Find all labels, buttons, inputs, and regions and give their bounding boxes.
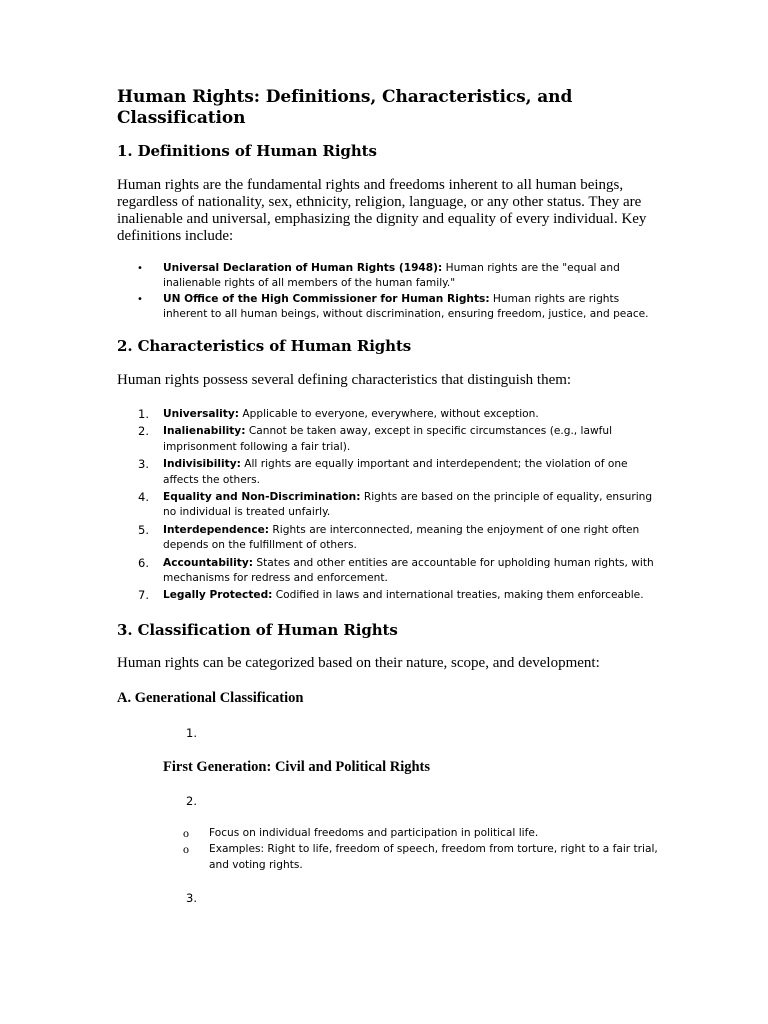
list-number: 5.	[138, 522, 149, 537]
list-item	[163, 842, 663, 873]
page-title: Human Rights: Definitions, Characteristics, and Classification	[117, 87, 573, 128]
definition-text: Human rights are rights inherent to all human beings, without discrimination, ensuring freedom, justice, and peace.	[163, 292, 649, 321]
characteristic-text: All rights are equally important and interdependent; the violation of one affects the others.	[163, 458, 628, 486]
list-number: 1.	[186, 726, 197, 740]
section-1-intro: Human rights are the fundamental rights and freedoms inherent to all human beings, regardless of nationality, sex, ethnicity, religion, language, or any other status. They are inalienable and universal, emphasizing the dignity and equality of every individual. Key definitions include:	[117, 177, 647, 244]
subsection-a-heading: A. Generational Classification	[117, 690, 304, 706]
list-item	[117, 424, 657, 455]
list-number: 1.	[138, 407, 149, 421]
characteristic-term: Legally Protected:	[163, 589, 273, 602]
section-1-heading: 1. Definitions of Human Rights	[117, 142, 377, 160]
characteristic-text: Applicable to everyone, everywhere, without exception.	[239, 408, 539, 420]
characteristic-text: States and other entities are accountable for upholding human rights, with mechanisms for redress and enforcement.	[163, 556, 654, 585]
characteristic-term: Inalienability:	[163, 425, 246, 438]
definition-term: UN Office of the High Commissioner for Human Rights:	[163, 292, 490, 305]
list-item	[117, 588, 657, 603]
list-item	[117, 457, 657, 488]
characteristic-term: Indivisibility:	[163, 458, 241, 471]
list-number: 3.	[186, 891, 197, 905]
list-number: 6.	[138, 555, 149, 570]
list-item	[117, 490, 657, 521]
characteristic-text: Codified in laws and international treaties, making them enforceable.	[272, 589, 644, 602]
list-number: 4.	[138, 490, 149, 505]
list-number: 7.	[138, 588, 149, 603]
first-generation-heading: First Generation: Civil and Political Rights	[163, 759, 431, 775]
characteristics-list	[117, 407, 657, 604]
bullet-marker: •	[137, 263, 143, 274]
characteristic-text: Cannot be taken away, except in specific circumstances (e.g., lawful imprisonment following a fair trial).	[163, 425, 613, 453]
characteristic-term: Interdependence:	[163, 523, 270, 536]
characteristic-term: Accountability:	[163, 556, 254, 569]
circle-bullet: o	[183, 842, 189, 857]
list-number: 3.	[138, 457, 149, 472]
list-number: 2.	[138, 424, 149, 439]
section-3-intro: Human rights can be categorized based on their nature, scope, and development:	[117, 655, 600, 671]
first-generation-list	[163, 826, 663, 873]
section-2-intro: Human rights possess several defining characteristics that distinguish them:	[117, 372, 572, 388]
definitions-list	[117, 261, 657, 323]
section-2-heading: 2. Characteristics of Human Rights	[117, 337, 412, 355]
characteristic-text: Rights are based on the principle of equality, ensuring no individual is treated unfairly.	[163, 491, 653, 519]
list-item	[163, 826, 663, 841]
characteristic-term: Universality:	[163, 408, 240, 420]
list-item	[117, 292, 657, 323]
list-item	[117, 523, 657, 554]
bullet-marker: •	[137, 293, 143, 305]
characteristic-text: Rights are interconnected, meaning the enjoyment of one right often depends on the fulfillment of others.	[163, 523, 640, 552]
circle-bullet: o	[183, 826, 189, 840]
list-item	[117, 261, 657, 292]
list-item	[117, 407, 657, 422]
list-item-text: Examples: Right to life, freedom of speech, freedom from torture, right to a fair trial, and voting rights.	[209, 843, 658, 871]
definition-term: Universal Declaration of Human Rights (1948):	[163, 262, 443, 274]
characteristic-term: Equality and Non-Discrimination:	[163, 491, 361, 504]
definition-text: Human rights are the "equal and inalienable rights of all members of the human family."	[163, 262, 620, 290]
section-3-heading: 3. Classification of Human Rights	[117, 621, 398, 639]
list-item	[117, 556, 657, 587]
list-number: 2.	[186, 794, 197, 808]
list-item-text: Focus on individual freedoms and participation in political life.	[209, 827, 539, 839]
